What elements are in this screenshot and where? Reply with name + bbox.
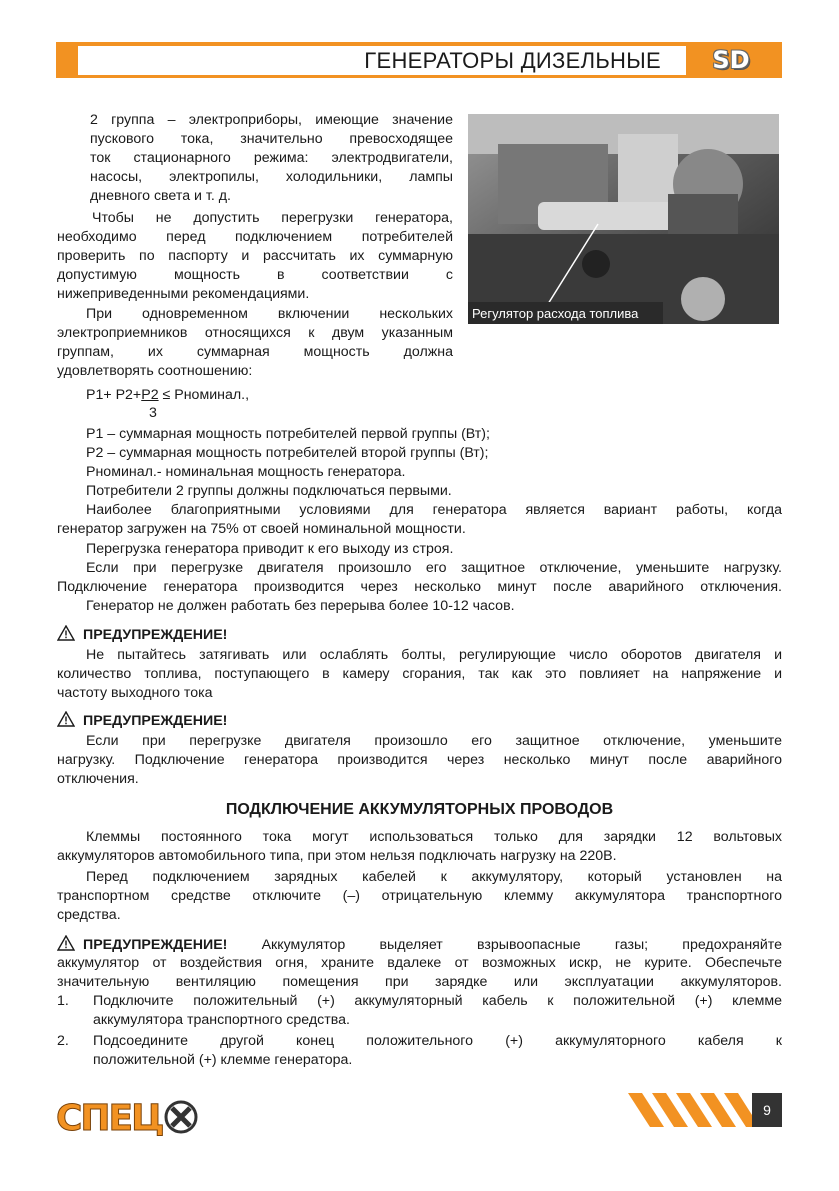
text-line: P2 – суммарная мощность потребителей второй группы (Вт); (86, 445, 489, 461)
text-line: отключения. (57, 771, 139, 787)
text-line: аккумуляторов автомобильного типа, при этом нельзя подключать нагрузку на 220В. (57, 848, 617, 864)
text-line: частоту выходного тока (57, 685, 213, 701)
text-line: При одновременном включении нескольких (86, 306, 453, 322)
step-text: аккумулятора транспортного средства. (93, 1012, 350, 1028)
text-line: Не пытайтесь затягивать или ослаблять болты, регулирующие число оборотов двигателя и (86, 647, 782, 663)
warning-icon (57, 711, 75, 727)
step-text: положительной (+) клемме генератора. (93, 1052, 353, 1068)
text-line: Чтобы не допустить перегрузки генератора, (92, 210, 453, 226)
model-badge: SD (712, 46, 750, 74)
formula (86, 386, 249, 405)
text-line: Pноминал.- номинальная мощность генератора. (86, 464, 406, 480)
step-number: 2. (57, 1033, 69, 1049)
logo-text: СПЕЦ (56, 1098, 163, 1138)
text-line: средства. (57, 907, 121, 923)
brand-logo (56, 1096, 206, 1143)
warning-icon (57, 625, 75, 641)
text-line: P1 – суммарная мощность потребителей первой группы (Вт); (86, 426, 490, 442)
page-title: ГЕНЕРАТОРЫ ДИЗЕЛЬНЫЕ (364, 48, 661, 73)
warning-title: ПРЕДУПРЕЖДЕНИЕ! (83, 627, 228, 643)
text-line: нижеприведенными рекомендациями. (57, 286, 310, 302)
warning-inline (57, 935, 782, 955)
text-line: нагрузку. Подключение генератора производится через несколько минут после аварийного (57, 752, 782, 768)
text-line: Генератор не должен работать без перерыва более 10-12 часов. (86, 598, 515, 614)
text-line: необходимо перед подключением потребителей (57, 229, 453, 245)
warning-heading (57, 625, 227, 645)
text-line: электроприемников относящихся к двум указанным (57, 325, 453, 341)
formula-part: ≤ Pноминал., (158, 387, 250, 403)
step-number: 1. (57, 993, 69, 1009)
text-line: пускового тока, значительно превосходящее (90, 131, 453, 147)
text-line: Если при перегрузке двигателя произошло его защитное отключение, уменьшите (86, 733, 782, 749)
step-text: Подсоедините другой конец положительного (+) аккумуляторного кабеля к (93, 1033, 782, 1049)
text-line: Перед подключением зарядных кабелей к аккумулятору, который установлен на (86, 869, 782, 885)
text-line: 2 группа – электроприборы, имеющие значение (90, 112, 453, 128)
text-line: Потребители 2 группы должны подключаться первыми. (86, 483, 452, 499)
step-text: Подключите положительный (+) аккумуляторный кабель к положительной (+) клемме (93, 993, 782, 1009)
text-line: количество топлива, поступающего в камеру сгорания, так как это повлияет на напряжение и (57, 666, 782, 682)
section-title: ПОДКЛЮЧЕНИЕ АККУМУЛЯТОРНЫХ ПРОВОДОВ (225, 801, 614, 818)
warning-title: ПРЕДУПРЕЖДЕНИЕ! (83, 713, 228, 729)
decorative-stripes (620, 1093, 752, 1132)
text-line: аккумулятор от воздействия огня, храните вдалеке от возможных искр, не курите. Обеспечьте (57, 955, 782, 971)
engine-photo (468, 114, 779, 324)
formula-denominator: 3 (149, 405, 157, 421)
text-line: транспортном средстве отключите (–) отрицательную клемму аккумулятора транспортного (57, 888, 782, 904)
text-line: удовлетворять соотношению: (57, 363, 253, 379)
text-line: дневного света и т. д. (90, 188, 231, 204)
formula-part: P1+ P2+ (86, 387, 142, 403)
page-number: 9 (752, 1093, 782, 1127)
text-line: генератор загружен на 75% от своей номинальной мощности. (57, 521, 466, 537)
text-line: значительную вентиляцию помещения при зарядке или эксплуатации аккумуляторов. (57, 974, 782, 990)
text-line: проверить по паспорту и рассчитать их суммарную (57, 248, 453, 264)
formula-fraction: P2 (141, 387, 159, 403)
text-line: Перегрузка генератора приводит к его выходу из строя. (86, 541, 454, 557)
text-line: насосы, электропилы, холодильники, лампы (90, 169, 453, 185)
photo-caption: Регулятор расхода топлива (472, 306, 639, 321)
text-line: Наиболее благоприятными условиями для генератора является вариант работы, когда (86, 502, 782, 518)
text-line: Клеммы постоянного тока могут использоваться только для зарядки 12 вольтовых (86, 829, 782, 845)
text-fragment: Аккумулятор выделяет взрывоопасные газы; предохраняйте (261, 937, 782, 953)
warning-title: ПРЕДУПРЕЖДЕНИЕ! (83, 937, 228, 953)
text-line: допустимую мощность в соответствии с (57, 267, 453, 283)
text-line: ток стационарного режима: электродвигатели, (90, 150, 453, 166)
text-line: группам, их суммарная мощность должна (57, 344, 453, 360)
text-line: Подключение генератора производится через несколько минут после аварийного отключения. (57, 579, 782, 595)
warning-icon (57, 935, 75, 951)
text-line: Если при перегрузке двигателя произошло его защитное отключение, уменьшите нагрузку. (86, 560, 782, 576)
warning-heading (57, 711, 227, 731)
